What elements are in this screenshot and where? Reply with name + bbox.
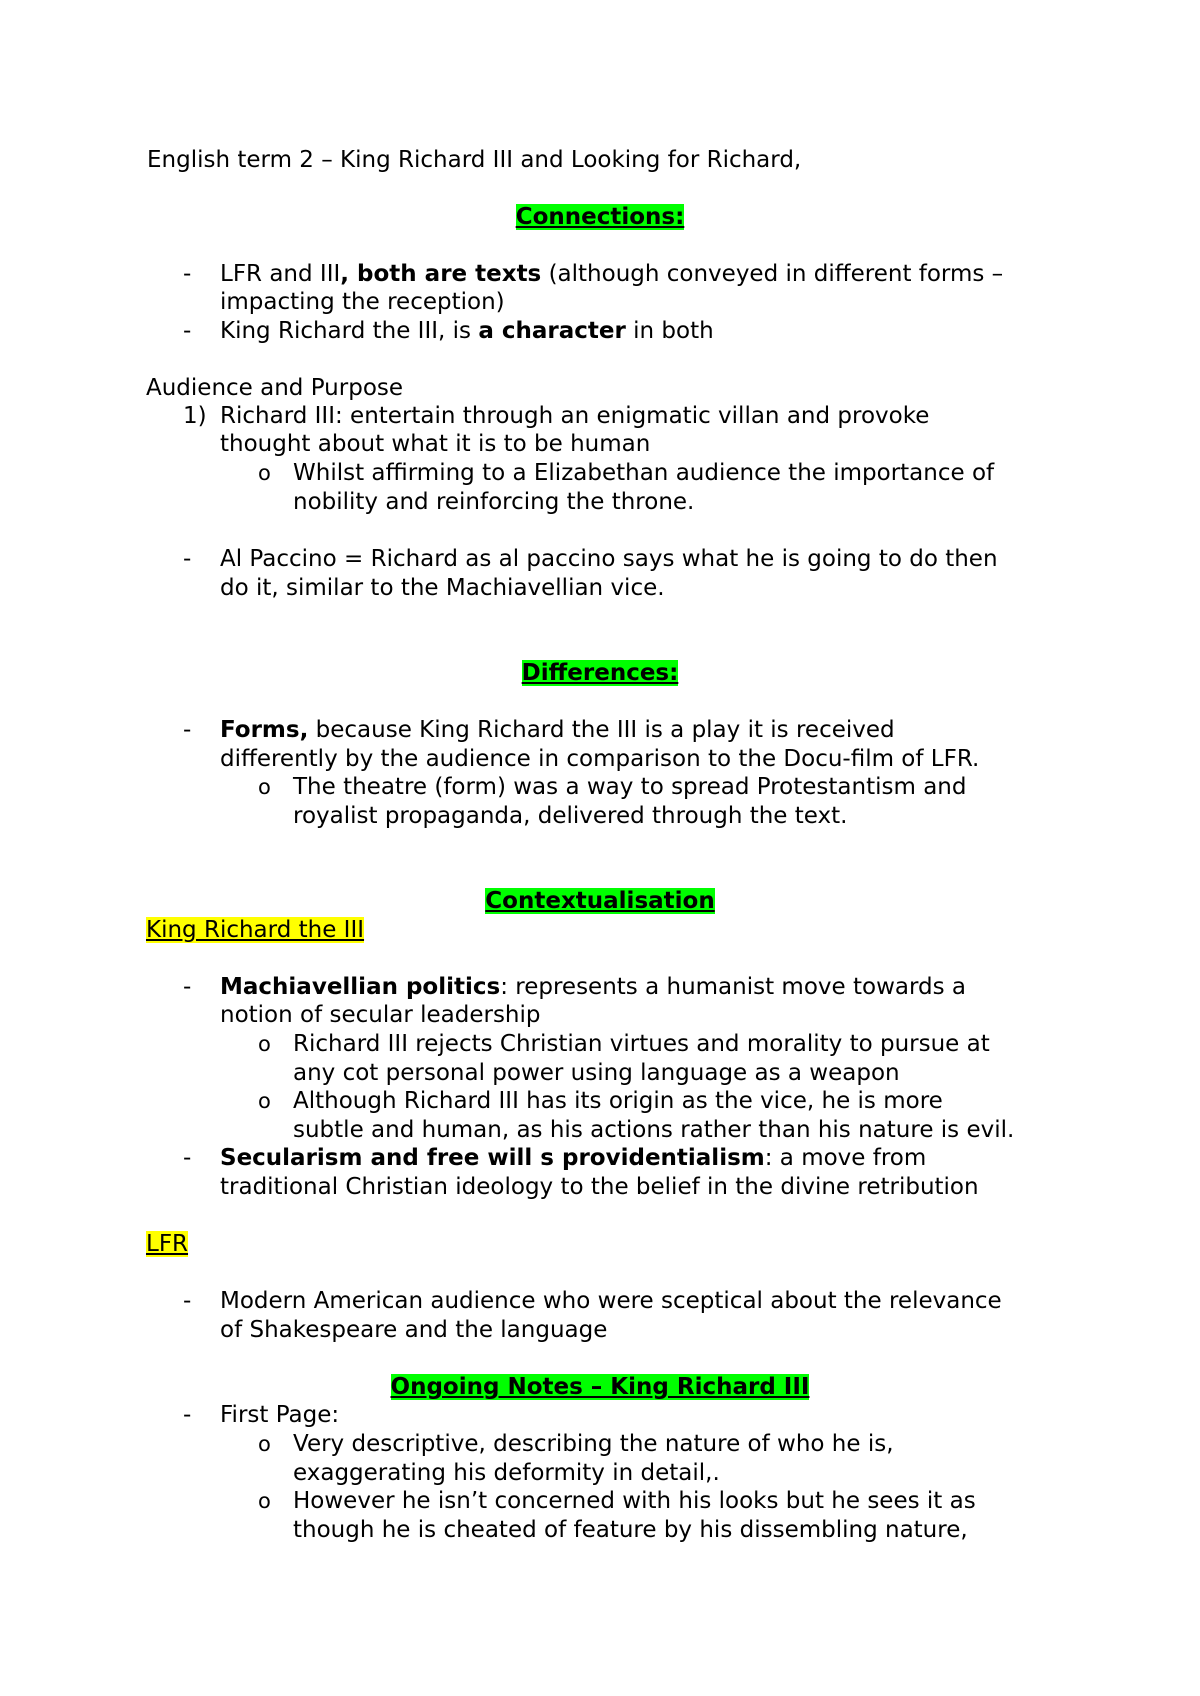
audience-subpoint-1-cont: nobility and reinforcing the throne.	[293, 489, 695, 515]
document-title: English term 2 – King Richard III and Looking for Richard,	[147, 147, 802, 173]
context-subheading-lfr-wrap	[146, 1230, 188, 1258]
differences-item-1-cont: differently by the audience in comparison to the Docu-film of LFR.	[220, 746, 980, 772]
context-subheading-krIII-wrap	[146, 916, 364, 944]
context-subpoint-1-cont: any cot personal power using language as a weapon	[293, 1060, 900, 1086]
context-subheading-krIII: King Richard the III	[146, 917, 365, 943]
bullet-marker: o	[258, 461, 271, 485]
dash-marker: -	[183, 1145, 192, 1171]
dash-marker: -	[183, 546, 192, 572]
audience-item: Al Paccino = Richard as al paccino says what he is going to do then	[220, 546, 998, 572]
context-subpoint-2: Although Richard III has its origin as the vice, he is more	[293, 1088, 943, 1114]
bullet-marker: o	[258, 775, 271, 799]
bullet-marker: o	[258, 1089, 271, 1113]
differences-heading-wrap	[0, 659, 1200, 687]
audience-subpoint-1: Whilst affirming to a Elizabethan audience the importance of	[293, 460, 995, 486]
context-item-3: Modern American audience who were sceptical about the relevance	[220, 1288, 1002, 1314]
ongoing-item-1: First Page:	[220, 1402, 340, 1428]
differences-subpoint-1: The theatre (form) was a way to spread Protestantism and	[293, 774, 967, 800]
context-subpoint-2-cont: subtle and human, as his actions rather than his nature is evil.	[293, 1117, 1015, 1143]
bullet-marker: o	[258, 1432, 271, 1456]
bullet-marker: o	[258, 1489, 271, 1513]
connections-heading: Connections:	[515, 204, 685, 230]
ongoing-heading-wrap	[0, 1373, 1200, 1401]
audience-item-cont: do it, similar to the Machiavellian vice.	[220, 575, 665, 601]
bullet-marker: o	[258, 1032, 271, 1056]
context-item-1: Machiavellian politics: represents a humanist move towards a	[220, 974, 967, 1000]
differences-heading: Differences:	[521, 660, 679, 686]
audience-point-1-cont: thought about what it is to be human	[220, 431, 651, 457]
differences-subpoint-1-cont: royalist propaganda, delivered through the text.	[293, 803, 848, 829]
dash-marker: -	[183, 974, 192, 1000]
connections-item-1: LFR and III, both are texts (although conveyed in different forms –	[220, 261, 1004, 287]
differences-item-1: Forms, because King Richard the III is a play it is received	[220, 717, 895, 743]
ongoing-subpoint-2: However he isn’t concerned with his looks but he sees it as	[293, 1488, 976, 1514]
dash-marker: -	[183, 318, 192, 344]
connections-item-2: King Richard the III, is a character in both	[220, 318, 714, 344]
connections-heading-wrap	[0, 203, 1200, 231]
context-heading: Contextualisation	[485, 888, 715, 914]
context-item-2-cont: traditional Christian ideology to the belief in the divine retribution	[220, 1174, 979, 1200]
context-subheading-lfr: LFR	[146, 1231, 189, 1257]
context-item-3-cont: of Shakespeare and the language	[220, 1317, 608, 1343]
ongoing-subpoint-2-cont: though he is cheated of feature by his dissembling nature,	[293, 1517, 968, 1543]
audience-heading: Audience and Purpose	[146, 375, 404, 401]
context-item-1-cont: notion of secular leadership	[220, 1002, 541, 1028]
dash-marker: -	[183, 717, 192, 743]
dash-marker: -	[183, 261, 192, 287]
context-subpoint-1: Richard III rejects Christian virtues and morality to pursue at	[293, 1031, 990, 1057]
ongoing-subpoint-1: Very descriptive, describing the nature of who he is,	[293, 1431, 894, 1457]
dash-marker: -	[183, 1402, 192, 1428]
numbered-marker: 1)	[183, 403, 207, 429]
ongoing-subpoint-1-cont: exaggerating his deformity in detail,.	[293, 1460, 720, 1486]
connections-item-1-cont: impacting the reception)	[220, 289, 505, 315]
context-item-2: Secularism and free will s providentialism: a move from	[220, 1145, 927, 1171]
ongoing-heading: Ongoing Notes – King Richard III	[390, 1374, 810, 1400]
dash-marker: -	[183, 1288, 192, 1314]
audience-point-1: Richard III: entertain through an enigmatic villan and provoke	[220, 403, 930, 429]
context-heading-wrap	[0, 887, 1200, 915]
